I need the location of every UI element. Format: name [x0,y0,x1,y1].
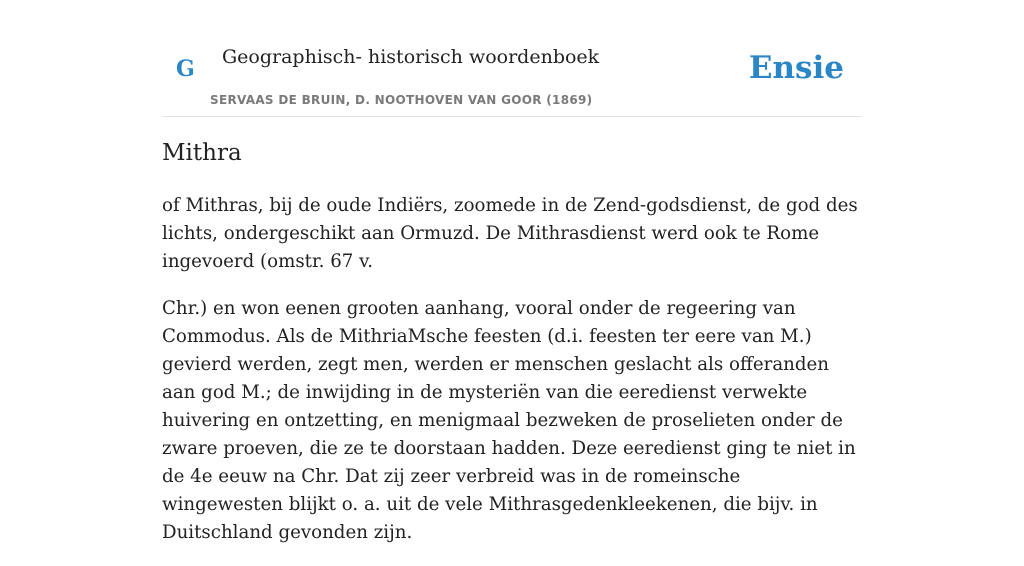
entry-title: Mithra [162,140,242,166]
index-letter-link[interactable]: G [176,56,195,82]
book-author: SERVAAS DE BRUIN, D. NOOTHOVEN VAN GOOR (1869) [210,93,593,107]
book-title-link[interactable]: Geographisch- historisch woordenboek [222,46,600,68]
ensie-logo-link[interactable]: Ensie [748,50,844,86]
entry-paragraph: Chr.) en won eenen grooten aanhang, vooral onder de regeering van Commodus. Als de MithriaMsche feesten (d.i. feesten ter eere van M.) gevierd werden, zegt men, werden er menschen geslacht als offeranden aan god M.; de inwijding in de mysteriën van die eeredienst verwekte huivering en ontzetting, en menigmaal bezweken de proselieten onder de zware proeven, die ze te doorstaan hadden. Deze eeredienst ging te niet in de 4e eeuw na Chr. Dat zij zeer verbreid was in de romeinsche wingewesten blijkt o. a. uit de vele Mithrasgedenkleekenen, die bijv. in Duitschland gevonden zijn. [162,298,856,543]
entry-paragraph: of Mithras, bij de oude Indiërs, zoomede in de Zend-godsdienst, de god des lichts, ondergeschikt aan Ormuzd. De Mithrasdienst werd ook te Rome ingevoerd (omstr. 67 v. [162,195,858,272]
book-header [162,0,862,117]
entry-content [162,192,862,566]
